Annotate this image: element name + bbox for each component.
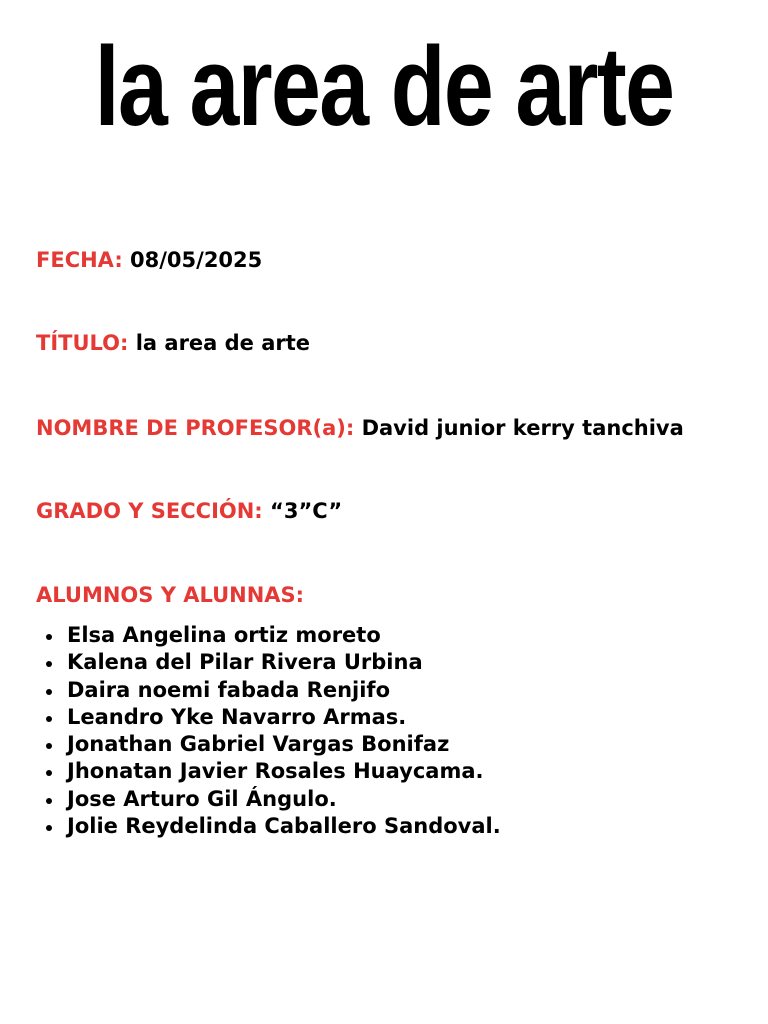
- student-name: Elsa Angelina ortiz moreto: [67, 623, 381, 647]
- titulo-field: [36, 329, 310, 357]
- bullet-icon: [46, 770, 52, 776]
- bullet-icon: [46, 634, 52, 640]
- bullet-icon: [46, 798, 52, 804]
- bullet-icon: [46, 825, 52, 831]
- list-item: [36, 622, 501, 649]
- page-title: la area de arte: [94, 24, 674, 149]
- bullet-icon: [46, 661, 52, 667]
- student-list: [36, 622, 501, 840]
- student-name: Jolie Reydelinda Caballero Sandoval.: [67, 814, 501, 839]
- alumnos-label: ALUMNOS Y ALUNNAS:: [36, 583, 305, 607]
- list-item: [36, 649, 501, 676]
- fecha-value: 08/05/2025: [130, 248, 263, 272]
- student-name: Leandro Yke Navarro Armas.: [67, 704, 407, 729]
- grado-label: GRADO Y SECCIÓN:: [36, 499, 263, 523]
- bullet-icon: [46, 743, 52, 749]
- list-item: [36, 813, 501, 840]
- fecha-field: [36, 246, 262, 274]
- profesor-label: NOMBRE DE PROFESOR(a):: [36, 416, 355, 440]
- student-name: Jhonatan Javier Rosales Huaycama.: [67, 759, 484, 784]
- titulo-label: TÍTULO:: [36, 331, 129, 355]
- list-item: [36, 704, 501, 731]
- fecha-label: FECHA:: [36, 248, 123, 272]
- grado-value: “3”C”: [270, 499, 343, 523]
- list-item: [36, 731, 501, 758]
- bullet-icon: [46, 716, 52, 722]
- titulo-value: la area de arte: [135, 331, 311, 355]
- bullet-icon: [46, 689, 52, 695]
- student-name: Jose Arturo Gil Ángulo.: [67, 786, 337, 811]
- student-name: Jonathan Gabriel Vargas Bonifaz: [67, 732, 450, 757]
- grado-field: [36, 497, 342, 525]
- list-item: [36, 786, 501, 813]
- alumnos-heading: [36, 581, 304, 609]
- profesor-field: [36, 414, 684, 442]
- profesor-value: David junior kerry tanchiva: [361, 416, 684, 440]
- list-item: [36, 677, 501, 704]
- list-item: [36, 758, 501, 785]
- student-name: Daira noemi fabada Renjifo: [67, 677, 390, 702]
- student-name: Kalena del Pilar Rivera Urbina: [67, 650, 423, 675]
